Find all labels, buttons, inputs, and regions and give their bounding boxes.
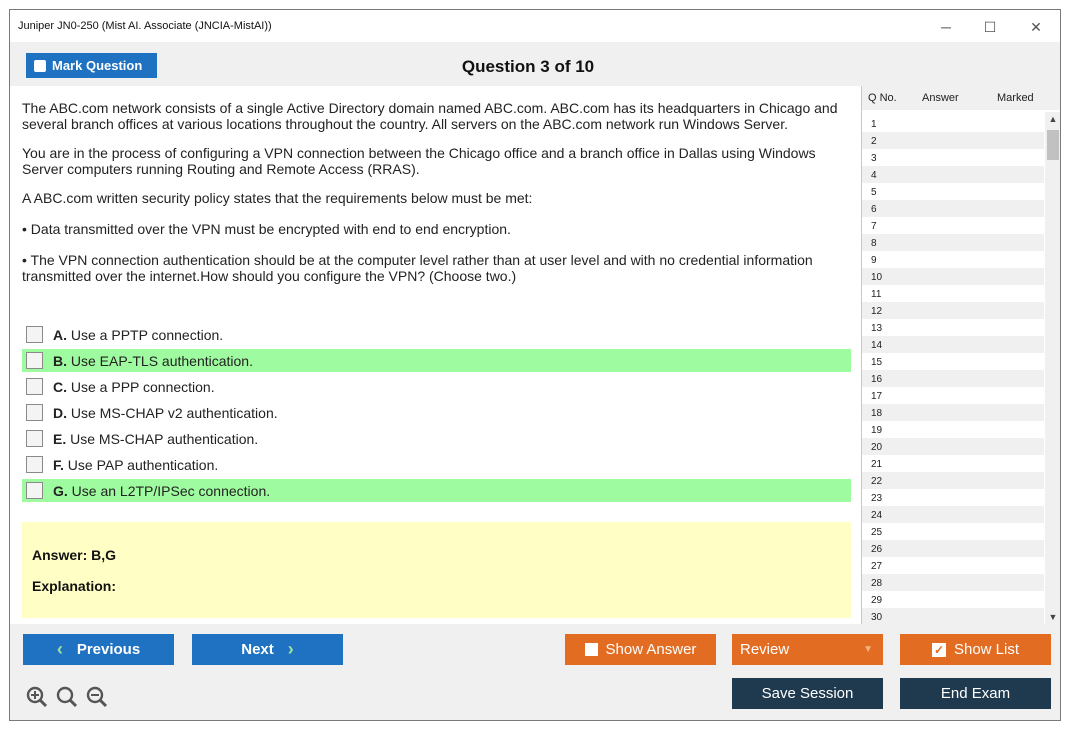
option-text: Use a PPTP connection. [70,326,224,343]
zoom-reset-icon[interactable] [56,686,78,708]
answer-text: Answer: B,G [32,547,117,563]
option-text: Use a PPP connection. [70,378,215,395]
zoom-out-icon[interactable] [86,686,108,708]
option-f[interactable] [22,453,851,476]
option-checkbox[interactable] [26,352,43,369]
answer-panel [22,522,851,618]
question-number: 14 [871,340,883,351]
question-text [18,100,852,297]
question-number: 26 [871,544,883,555]
option-text: Use an L2TP/IPSec connection. [71,482,271,499]
question-number: 23 [871,493,883,504]
question-number: 16 [871,374,883,385]
question-number: 15 [871,357,883,368]
question-number: 17 [871,391,883,402]
explanation-label: Explanation: [32,578,117,594]
option-g[interactable] [22,479,851,502]
question-number: 22 [871,476,883,487]
review-label: Review [740,641,790,658]
question-number: 21 [871,459,883,470]
question-number: 27 [871,561,883,572]
question-list-row[interactable] [862,387,1044,404]
title-bar [10,10,1060,42]
question-list-row[interactable] [862,319,1044,336]
question-number: 4 [871,170,877,181]
option-d[interactable] [22,401,851,424]
question-list-row[interactable] [862,574,1044,591]
question-number: 24 [871,510,883,521]
question-number: 30 [871,612,883,623]
option-c[interactable] [22,375,851,398]
question-number: 25 [871,527,883,538]
show-list-check-icon: ✓ [933,642,944,657]
option-letter: G. [53,482,68,499]
option-letter: B. [53,352,67,369]
chevron-right-icon: › [287,639,294,659]
option-checkbox[interactable] [26,456,43,473]
question-number: 9 [871,255,877,266]
question-paragraph: You are in the process of configuring a VPN connection between the Chicago office and a branch office in Dallas using Windows Server computers running Routing and Remote Access (RRAS). [22,145,816,177]
marked-header: Marked [997,92,1034,104]
question-number: 10 [871,272,883,283]
question-list-row[interactable] [862,268,1044,285]
question-number: 5 [871,187,877,198]
question-number: 29 [871,595,883,606]
question-list-row[interactable] [862,421,1044,438]
question-number: 12 [871,306,883,317]
question-paragraph: • The VPN connection authentication should be at the computer level rather than at user level and with no credential information transmitted over the internet.How should you configure the VPN? (Choose two.) [22,252,813,284]
show-list-label: Show List [953,641,1020,658]
mark-question-label: Mark Question [52,58,143,73]
question-list-row[interactable] [862,200,1044,217]
window-title: Juniper JN0-250 (Mist AI. Associate (JNCIA-MistAI)) [18,20,272,32]
scroll-down-icon[interactable]: ▼ [1048,612,1058,622]
question-number: 20 [871,442,883,453]
question-number: 11 [871,289,882,300]
question-number: 13 [871,323,883,334]
save-session-button[interactable]: Save Session [732,678,883,709]
question-number: 19 [871,425,883,436]
question-list-header [862,86,1061,110]
answer-header: Answer [922,92,959,104]
question-title: Question 3 of 10 [461,57,595,76]
question-list-row[interactable] [862,489,1044,506]
option-letter: E. [53,430,67,447]
option-text: Use PAP authentication. [67,456,219,473]
option-checkbox[interactable] [26,404,43,421]
chevron-down-icon: ▼ [863,644,873,655]
question-number: 28 [871,578,883,589]
question-list-row[interactable] [862,183,1044,200]
maximize-button[interactable]: ☐ [983,19,997,35]
minimize-button[interactable]: ─ [941,19,951,35]
question-number: 18 [871,408,883,419]
show-answer-button[interactable] [565,634,716,665]
question-list-row[interactable] [862,217,1044,234]
option-text: Use EAP-TLS authentication. [70,352,253,369]
question-paragraph: A ABC.com written security policy states that the requirements below must be met: [22,190,533,206]
question-list-row[interactable] [862,234,1044,251]
previous-label: Previous [76,641,141,658]
question-number: 6 [871,204,877,215]
question-list-row[interactable] [862,540,1044,557]
question-list-row[interactable] [862,608,1044,625]
question-list-row[interactable] [862,115,1044,132]
question-number: 3 [871,153,877,164]
option-a[interactable] [22,323,851,346]
app-window [9,9,1061,721]
close-button[interactable]: ✕ [1030,19,1042,35]
question-list [861,86,1061,626]
question-list-row[interactable] [862,472,1044,489]
question-list-row[interactable] [862,132,1044,149]
question-number: 8 [871,238,877,249]
question-list-row[interactable] [862,557,1044,574]
question-list-row[interactable] [862,523,1044,540]
question-list-row[interactable] [862,336,1044,353]
question-list-row[interactable] [862,302,1044,319]
next-button[interactable] [192,634,343,665]
option-letter: F. [53,456,64,473]
question-list-row[interactable] [862,404,1044,421]
option-letter: D. [53,404,67,421]
review-dropdown[interactable] [732,634,883,665]
chevron-left-icon: ‹ [56,639,63,659]
option-checkbox[interactable] [26,378,43,395]
zoom-in-icon[interactable] [26,686,48,708]
option-b[interactable] [22,349,851,372]
question-list-row[interactable] [862,251,1044,268]
next-label: Next [241,641,274,658]
bottom-toolbar [10,624,1060,721]
question-list-row[interactable] [862,370,1044,387]
question-list-row[interactable] [862,455,1044,472]
question-list-row[interactable] [862,591,1044,608]
qno-header: Q No. [868,92,897,104]
question-list-row[interactable] [862,506,1044,523]
question-paragraph: The ABC.com network consists of a single Active Directory domain named ABC.com. ABC.com has its headquarters in Chicago and several branch offices at various locations throughout the country. All servers on the ABC.com network run Windows Server. [22,100,838,132]
question-paragraph: • Data transmitted over the VPN must be encrypted with end to end encryption. [22,221,511,237]
scroll-up-icon[interactable]: ▲ [1048,114,1058,124]
question-number: 2 [871,136,877,147]
question-number: 1 [871,119,877,130]
scroll-thumb[interactable] [1047,130,1059,160]
question-list-scrollbar[interactable] [1045,112,1061,626]
option-letter: A. [53,326,67,343]
end-exam-button[interactable]: End Exam [900,678,1051,709]
question-list-row[interactable] [862,285,1044,302]
option-checkbox[interactable] [26,326,43,343]
question-list-row[interactable] [862,438,1044,455]
question-number: 7 [871,221,877,232]
option-text: Use MS-CHAP authentication. [70,430,259,447]
question-list-row[interactable] [862,353,1044,370]
option-letter: C. [53,378,67,395]
option-checkbox[interactable] [26,430,43,447]
show-answer-checkbox-icon [585,643,598,656]
option-checkbox[interactable] [26,482,43,499]
previous-button[interactable] [23,634,174,665]
show-answer-label: Show Answer [605,641,697,658]
question-list-row[interactable] [862,166,1044,183]
option-e[interactable] [22,427,851,450]
question-list-row[interactable] [862,149,1044,166]
option-text: Use MS-CHAP v2 authentication. [70,404,278,421]
show-list-button[interactable] [900,634,1051,665]
